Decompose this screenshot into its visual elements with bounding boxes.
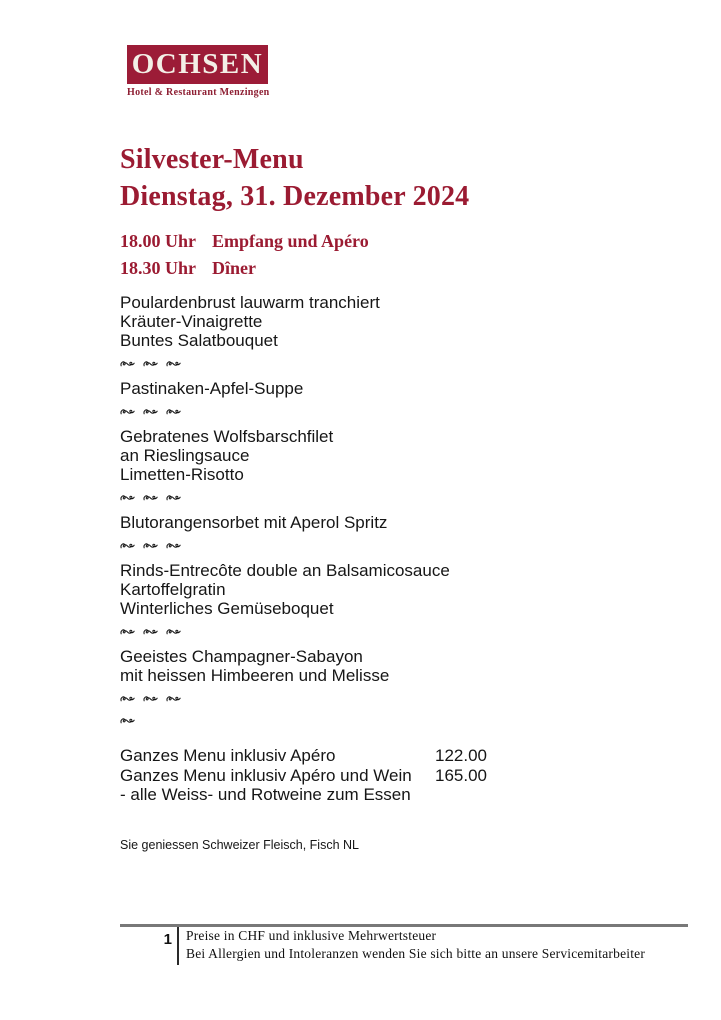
course <box>120 513 450 532</box>
swirl-ornament-icon <box>120 694 135 703</box>
swirl-ornament-icon <box>166 407 181 416</box>
swirl-ornament-icon <box>166 359 181 368</box>
schedule-event: Dîner <box>212 258 256 278</box>
course-line: Winterliches Gemüseboquet <box>120 599 334 618</box>
page-number: 1 <box>163 931 172 948</box>
swirl-ornament-icon <box>166 541 181 550</box>
course-line: mit heissen Himbeeren und Melisse <box>120 666 390 685</box>
price-label: Ganzes Menu inklusiv Apéro und Wein <box>120 765 412 785</box>
swirl-ornament-icon <box>120 359 135 368</box>
course-line: Blutorangensorbet mit Aperol Spritz <box>120 513 388 532</box>
footer-text <box>186 927 645 963</box>
title-line-2: Dienstag, 31. Dezember 2024 <box>120 181 470 212</box>
course-separator <box>120 692 450 704</box>
course-separator <box>120 491 450 503</box>
swirl-ornament-icon <box>166 627 181 636</box>
price-label: Ganzes Menu inklusiv Apéro <box>120 746 336 765</box>
course <box>120 647 450 685</box>
price-amount: 122.00 <box>435 746 487 765</box>
price-label: - alle Weiss- und Rotweine zum Essen <box>120 785 411 804</box>
title-line-1: Silvester-Menu <box>120 144 304 175</box>
course-line: Buntes Salatbouquet <box>120 331 278 350</box>
swirl-ornament-icon <box>120 493 135 502</box>
swirl-ornament-icon <box>120 627 135 636</box>
course-line: Poulardenbrust lauwarm tranchiert <box>120 293 380 312</box>
logo-subtitle: Hotel & Restaurant Menzingen <box>127 87 270 98</box>
swirl-ornament-icon <box>143 493 158 502</box>
course-line: Pastinaken-Apfel-Suppe <box>120 379 304 398</box>
price-row <box>120 766 487 786</box>
schedule-row <box>120 255 369 282</box>
schedule-time: 18.30 Uhr <box>120 258 196 278</box>
course-separator <box>120 539 450 551</box>
course-list <box>120 293 450 736</box>
course-line: Rinds-Entrecôte double an Balsamicosauce <box>120 561 450 580</box>
course-line: Limetten-Risotto <box>120 465 244 484</box>
footer-note-2: Bei Allergien und Intoleranzen wenden Sie sich bitte an unsere Servicemitarbeiter <box>186 946 646 961</box>
swirl-ornament-icon <box>143 694 158 703</box>
swirl-ornament-icon <box>120 407 135 416</box>
course-separator <box>120 625 450 637</box>
page-title <box>120 141 469 215</box>
course-line: Kräuter-Vinaigrette <box>120 312 263 331</box>
price-row <box>120 785 487 805</box>
price-row <box>120 746 487 766</box>
footer-note-1: Preise in CHF und inklusive Mehrwertsteuer <box>186 928 437 943</box>
course-line: Kartoffelgratin <box>120 580 226 599</box>
swirl-ornament-icon <box>143 359 158 368</box>
swirl-ornament-icon <box>120 716 135 725</box>
logo <box>127 45 268 98</box>
course-line: Gebratenes Wolfsbarschfilet <box>120 427 334 446</box>
course <box>120 293 450 350</box>
price-list <box>120 746 487 805</box>
course <box>120 561 450 618</box>
schedule-time: 18.00 Uhr <box>120 231 196 251</box>
swirl-ornament-icon <box>143 541 158 550</box>
swirl-ornament-icon <box>166 493 181 502</box>
course-separator-final <box>120 714 450 726</box>
schedule <box>120 228 369 282</box>
logo-brand: OCHSEN <box>131 48 264 80</box>
swirl-ornament-icon <box>143 627 158 636</box>
course-line: an Rieslingsauce <box>120 446 250 465</box>
swirl-ornament-icon <box>120 541 135 550</box>
course-line: Geeistes Champagner-Sabayon <box>120 647 363 666</box>
course-separator <box>120 405 450 417</box>
footer-divider <box>177 927 179 965</box>
course <box>120 379 450 398</box>
swirl-ornament-icon <box>166 694 181 703</box>
swirl-ornament-icon <box>143 407 158 416</box>
schedule-row <box>120 228 369 255</box>
price-amount: 165.00 <box>435 765 487 785</box>
logo-box <box>127 45 268 84</box>
course <box>120 427 450 484</box>
schedule-event: Empfang und Apéro <box>212 231 369 251</box>
course-separator <box>120 357 450 369</box>
provenance-note: Sie geniessen Schweizer Fleisch, Fisch NL <box>120 838 359 852</box>
